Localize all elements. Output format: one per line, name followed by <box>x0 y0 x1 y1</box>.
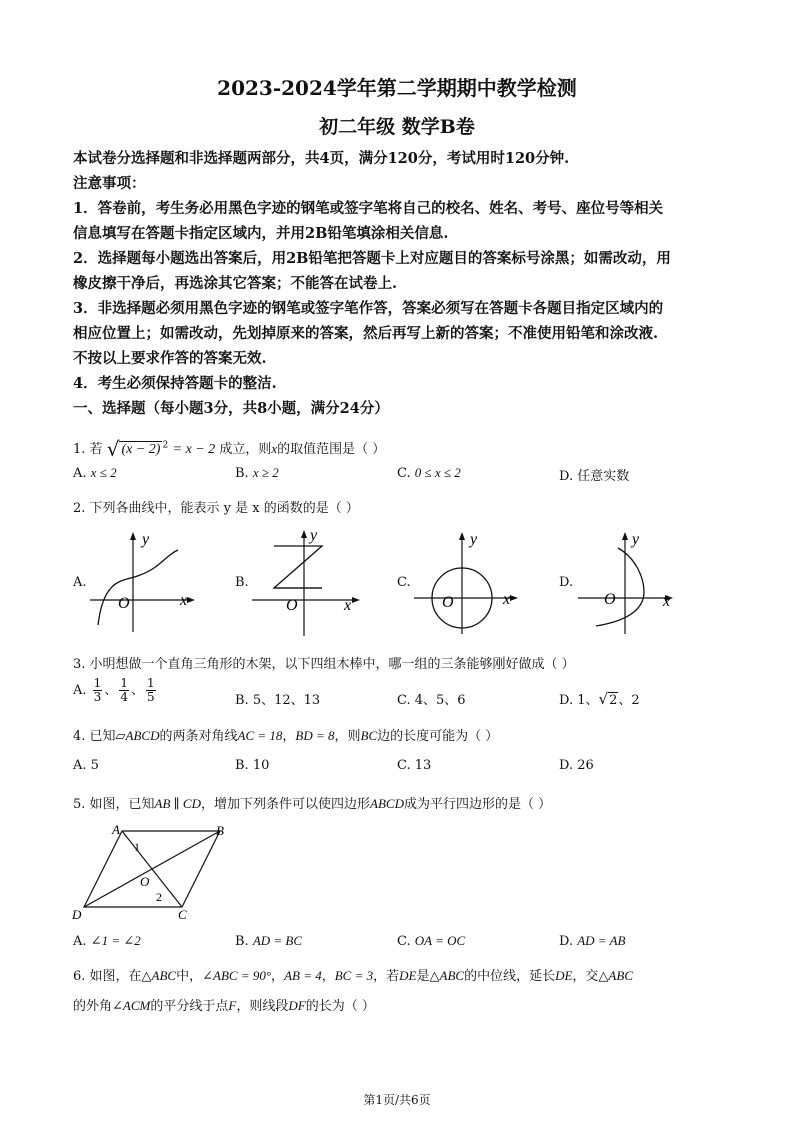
q1-var: x <box>271 441 278 456</box>
q6-tri-3: △ABC <box>598 968 633 983</box>
notice-4: 4．考生必须保持答题卡的整洁. <box>73 375 277 392</box>
q4-stem-mid: 的两条对角线 <box>159 729 238 744</box>
q2-stem: 2. 下列各曲线中，能表示 y 是 x 的函数的是（ ） <box>73 501 359 516</box>
q2-b-origin: O <box>286 597 298 614</box>
q5-a-label: A. <box>73 934 87 949</box>
q5-stem <box>73 793 551 812</box>
q5-figure <box>70 822 235 922</box>
q3-option-a[interactable]: A. $\frac{1}{3}$ 、 $\frac{1}{4}$ 、 $\frac{1}{5}$ <box>73 676 155 704</box>
q2-option-b-label[interactable]: B. <box>235 575 249 590</box>
q6-f: F <box>228 998 237 1013</box>
q5-quad: ABCD <box>370 796 404 811</box>
q6-angle: ∠ABC = 90° <box>202 968 272 983</box>
q6-l2-pre: 的外角 <box>73 999 113 1014</box>
q1-d-label: D. <box>559 469 574 484</box>
q2-b-x-label: x <box>344 597 352 614</box>
q1-stem <box>73 434 386 461</box>
q4-stem-tail: 边的长度可能为（ ） <box>377 729 499 744</box>
q6-line-1: 6. 如图，在△ABC中，∠ABC = 90°，AB = 4，BC = 3，若DE是△ABC的中位线，延长DE，交△ABC <box>73 968 633 984</box>
q3-a-label: A. <box>73 683 87 698</box>
q6-de-2: DE <box>555 968 573 983</box>
q4-comma: ， <box>282 729 296 744</box>
notice-3b: 相应位置上；如需改动，先划掉原来的答案，然后再写上新的答案；不准使用铅笔和涂改液. <box>73 325 659 342</box>
q4-stem-pre: 4. 已知 <box>73 729 116 744</box>
notice-3a: 3．非选择题必须用黑色字迹的钢笔或签字笔作答，答案必须写在答题卡各题目指定区域内的 <box>73 300 664 317</box>
exam-title: 2023-2024学年第二学期期中教学检测 <box>217 76 577 100</box>
q6-l2-mid: 的平分线于点 <box>150 999 229 1014</box>
q6-l1-if: ，若 <box>373 969 400 984</box>
q1-option-d[interactable] <box>559 465 629 484</box>
q4-shape: ▱ABCD <box>115 728 160 743</box>
exam-subtitle: 初二年级 数学B卷 <box>319 116 475 138</box>
q6-acm: ∠ACM <box>112 998 151 1013</box>
q6-line-2 <box>73 995 375 1014</box>
q5-label-b: B <box>216 823 224 838</box>
page-footer: 第1页/共6页 <box>363 1093 431 1107</box>
q2-a-x-label: x <box>180 592 188 609</box>
intro-line: 本试卷分选择题和非选择题两部分，共4页，满分120分，考试用时120分钟. <box>73 150 570 167</box>
q1-a-label: A. <box>73 466 87 481</box>
q1-c-label: C. <box>397 466 411 481</box>
q5-stem-tail: 成为平行四边形的是（ ） <box>403 797 552 812</box>
q4-bc: BC <box>360 728 378 743</box>
q4-bd: BD = 8 <box>295 728 335 743</box>
q1-b-label: B. <box>235 466 249 481</box>
q2-c-origin: O <box>442 594 454 611</box>
q6-l2-tail: 的长为（ ） <box>305 999 375 1014</box>
q4-option-a[interactable]: A. 5 <box>73 758 99 773</box>
q2-graph-c <box>412 530 524 635</box>
q5-stem-mid: ，增加下列条件可以使四边形 <box>201 797 371 812</box>
q3-a-frac-3: $\frac{1}{5}$ <box>146 676 155 704</box>
q5-option-b[interactable] <box>235 933 302 949</box>
q3-a-frac-1: $\frac{1}{3}$ <box>93 676 102 704</box>
q4-stem-mid2: ，则 <box>334 729 361 744</box>
q5-d-label: D. <box>559 934 574 949</box>
q5-option-c[interactable] <box>397 933 465 949</box>
q3-a-frac-2: $\frac{1}{4}$ <box>120 676 128 704</box>
q6-l1-mid: 中， <box>176 969 203 984</box>
q6-l2-mid2: ，则线段 <box>236 999 289 1014</box>
q5-stem-pre: 5. 如图，已知 <box>73 797 155 812</box>
q5-option-d[interactable] <box>559 933 625 949</box>
q1-option-b[interactable] <box>235 465 279 481</box>
q5-c-expr: OA = OC <box>414 933 466 948</box>
q1-prefix: 1. 若 <box>73 442 103 457</box>
q6-df: DF <box>288 998 306 1013</box>
q1-b-expr: x ≥ 2 <box>252 465 279 480</box>
q1-d-expr: 任意实数 <box>577 469 630 484</box>
notice-title: 注意事项： <box>73 175 146 192</box>
q5-d-expr: AD = AB <box>577 933 626 948</box>
notice-2a: 2．选择题每小题选出答案后，用2B铅笔把答题卡上对应题目的答案标号涂黑；如需改动，用 <box>73 250 671 267</box>
q2-c-x-label: x <box>503 591 511 608</box>
q3-d-label: D. 1、 <box>559 693 599 708</box>
q2-option-d-label[interactable]: D. <box>559 575 574 590</box>
q6-l1-pre: 6. 如图，在 <box>73 969 142 984</box>
q5-label-d: D <box>72 907 82 922</box>
q5-label-2: 2 <box>156 890 162 904</box>
q6-tri-2: △ABC <box>429 968 465 983</box>
q6-de: DE <box>399 968 417 983</box>
q1-suffix: 成立，则 <box>219 442 272 457</box>
q2-d-x-label: x <box>663 593 671 610</box>
q1-formula-rhs: = x − 2 <box>172 442 216 457</box>
notice-1b: 信息填写在答题卡指定区域内，并用2B铅笔填涂相关信息. <box>73 225 449 242</box>
q1-formula-exp: 2 <box>162 440 169 451</box>
q2-option-c-label[interactable]: C. <box>397 575 411 590</box>
q5-a-expr: ∠1 = ∠2 <box>90 933 141 948</box>
q4-option-c[interactable]: C. 13 <box>397 758 432 773</box>
q3-option-b[interactable]: B. 5、12、13 <box>235 693 321 708</box>
q1-option-a[interactable] <box>73 465 117 481</box>
q1-option-c[interactable] <box>397 465 461 481</box>
q2-d-origin: O <box>604 591 616 608</box>
q5-label-o: O <box>140 874 150 889</box>
q5-label-a: A <box>112 822 120 837</box>
q2-option-a-label[interactable]: A. <box>73 575 87 590</box>
q1-formula: √ (x − 2) $^2$ = x − 2 <box>106 437 216 461</box>
q6-tri: △ABC <box>141 968 177 983</box>
q2-graph-d <box>578 530 683 635</box>
q3-d-rad: 2 <box>609 693 618 708</box>
q2-a-y-label: y <box>142 531 150 548</box>
q1-a-expr: x ≤ 2 <box>90 465 117 480</box>
q2-graph-a <box>90 530 200 635</box>
q2-graph-b <box>252 528 364 638</box>
q5-b-expr: AD = BC <box>252 933 303 948</box>
q2-d-y-label: y <box>632 531 640 548</box>
q5-option-a[interactable] <box>73 933 141 949</box>
q6-l1-cross: ，交 <box>572 969 599 984</box>
notice-1a: 1．答卷前，考生务必用黑色字迹的钢笔或签字笔将自己的校名、姓名、考号、座位号等相关 <box>73 200 664 217</box>
q3-option-d[interactable]: D. 1、√2、2 <box>559 690 640 708</box>
q4-option-d[interactable]: D. 26 <box>559 758 594 773</box>
q5-label-c: C <box>178 907 187 922</box>
q5-label-1: 1 <box>134 840 140 854</box>
q3-option-c[interactable]: C. 4、5、6 <box>397 693 466 708</box>
q1-suffix2: 的取值范围是（ ） <box>277 442 386 457</box>
q3-stem: 3. 小明想做一个直角三角形的木架，以下四组木棒中，哪一组的三条能够刚好做成（ ） <box>73 657 575 672</box>
q2-a-origin: O <box>118 595 130 612</box>
q1-formula-inner: (x − 2) <box>121 442 161 457</box>
q2-b-y-label: y <box>310 527 318 544</box>
q4-stem <box>73 725 498 744</box>
section-heading: 一、选择题（每小题3分，共8小题，满分24分） <box>73 400 389 417</box>
q6-bc: BC = 3 <box>334 968 374 983</box>
q6-l1-is: 是 <box>416 969 430 984</box>
q3-d-tail: 、2 <box>618 693 640 708</box>
q2-c-y-label: y <box>470 531 478 548</box>
q5-rel: AB ∥ CD <box>154 796 201 811</box>
q1-c-expr: 0 ≤ x ≤ 2 <box>414 465 461 480</box>
q5-c-label: C. <box>397 934 411 949</box>
notice-2b: 橡皮擦干净后，再选涂其它答案；不能答在试卷上. <box>73 275 398 292</box>
q5-b-label: B. <box>235 934 249 949</box>
q6-ab: AB = 4 <box>284 968 322 983</box>
notice-3c: 不按以上要求作答的答案无效. <box>73 350 267 367</box>
q4-option-b[interactable]: B. 10 <box>235 758 270 773</box>
q4-ac: AC = 18 <box>237 728 283 743</box>
q6-l1-mid2: 的中位线，延长 <box>464 969 556 984</box>
